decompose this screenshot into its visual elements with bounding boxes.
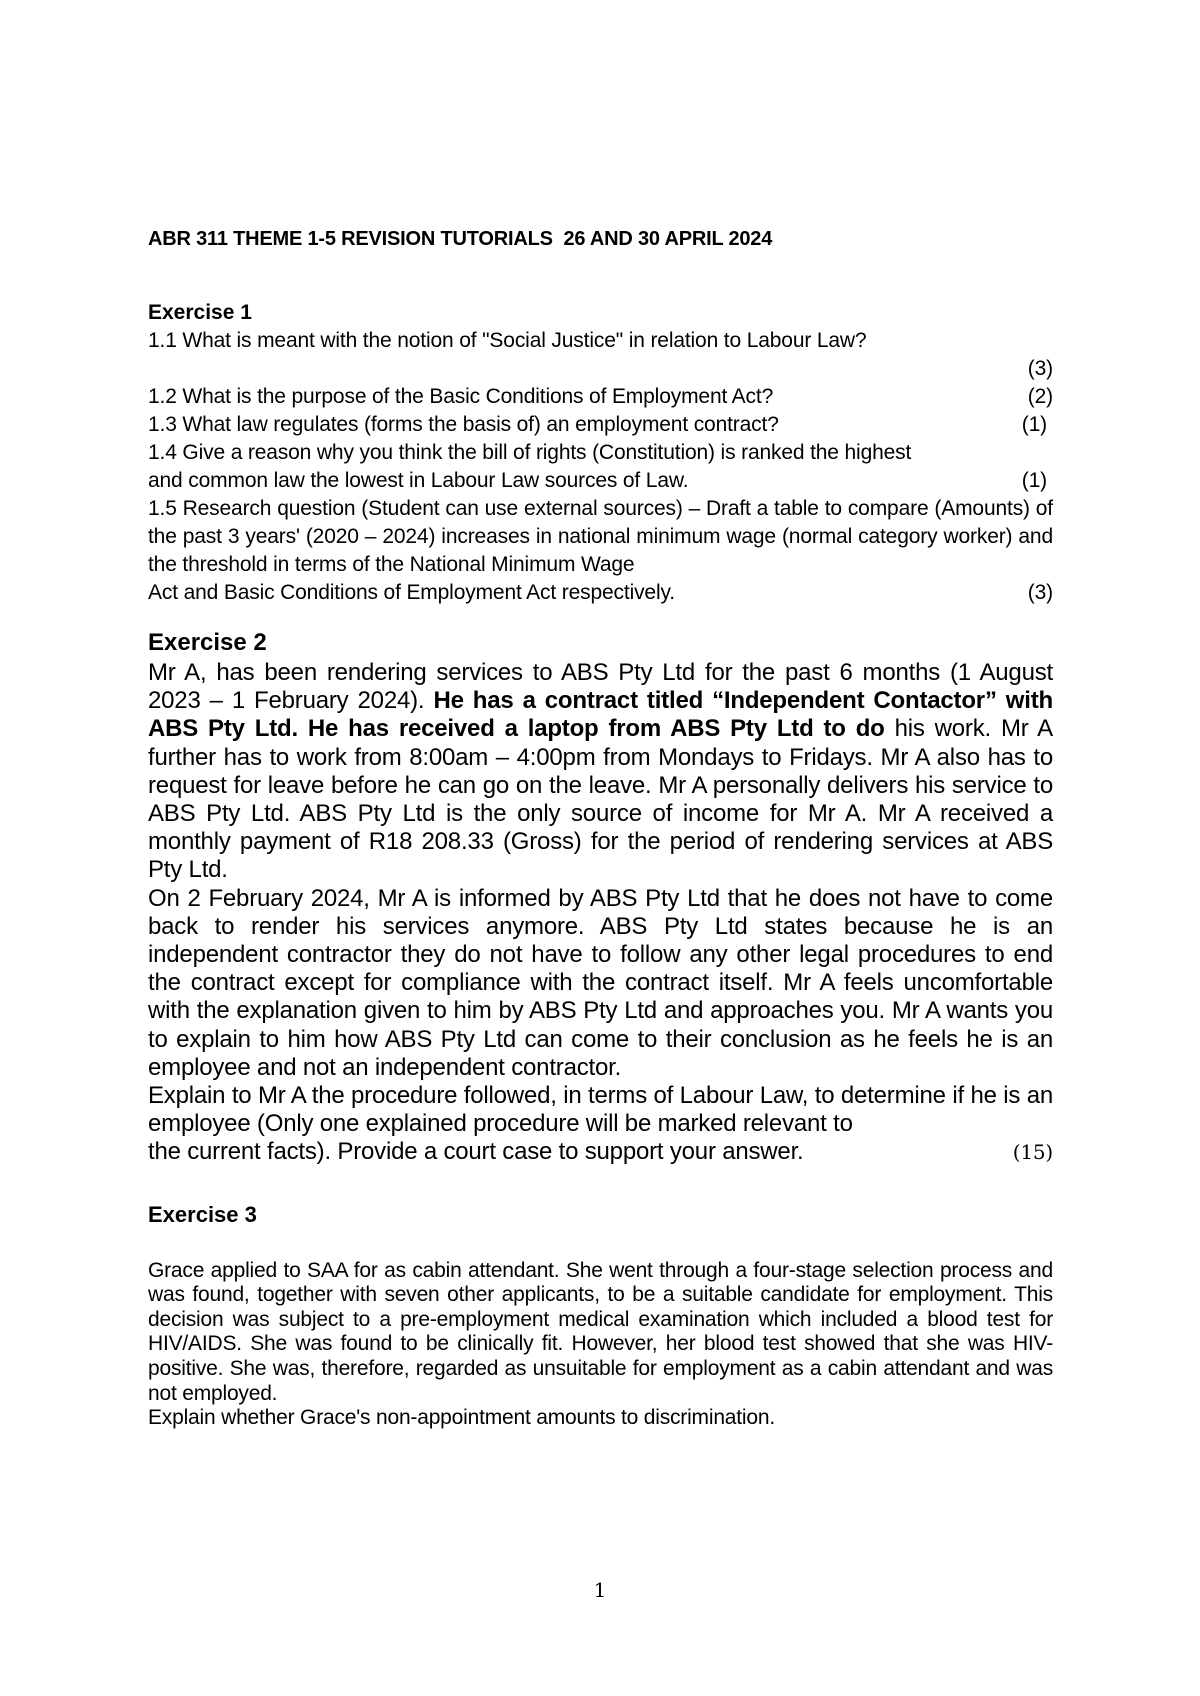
exercise-2-marks: (15) — [1012, 1140, 1053, 1165]
exercise-2-p1-start: Mr A, has been rendering services to ABS Pty Ltd for the past 6 months (1 August 2023 – 1 February 2024). — [148, 659, 1053, 715]
exercise-2-p1-end: his work. Mr A further has to work from 8:00am – 4:00pm from Mondays to Fridays. Mr A also has to request for leave before he can go on the leave. Mr A personally delivers his service to ABS Pty Ltd. ABS Pty Ltd is the only source of income for Mr A. Mr A received a monthly payment of R18 208.33 (Gross) for the period of rendering services at ABS Pty Ltd. — [148, 715, 1053, 884]
exercise-2-p3-last: the current facts). Provide a court case to support your answer. — [148, 1138, 804, 1166]
question-1-3-text: 1.3 What law regulates (forms the basis of) an employment contract? — [148, 413, 779, 436]
exercise-2-paragraph-3-last-line — [148, 1138, 1053, 1166]
exercise-1-heading: Exercise 1 — [148, 301, 252, 324]
exercise-3-section — [148, 1201, 1053, 1431]
question-1-4-text: and common law the lowest in Labour Law sources of Law. — [148, 469, 689, 492]
question-1-5-body: 1.5 Research question (Student can use external sources) – Draft a table to compare (Amounts) of the past 3 years' (2020 – 2024) increases in national minimum wage (normal category worker) and the threshold in terms of the National Minimum Wage — [148, 497, 1053, 576]
question-1-5-text: Act and Basic Conditions of Employment Act respectively. — [148, 581, 675, 604]
page-number: 1 — [593, 1578, 607, 1602]
exercise-2-section — [148, 627, 1053, 1167]
exercise-2-p1-bold: He has a contract titled “Independent Contactor” with ABS Pty Ltd. He has received a laptop from ABS Pty Ltd to do — [148, 687, 1053, 743]
spacer — [148, 1229, 1053, 1259]
spacer — [148, 1167, 1053, 1201]
question-1-2-marks: (2) — [1027, 385, 1053, 408]
question-1-3-marks: (1) — [1021, 413, 1047, 436]
exercise-2-heading: Exercise 2 — [148, 629, 267, 656]
exercise-3-paragraph-2: Explain whether Grace's non-appointment amounts to discrimination. — [148, 1406, 775, 1430]
question-1-5-marks: (3) — [1027, 581, 1053, 604]
question-1-3 — [148, 411, 1053, 439]
question-1-1: 1.1 What is meant with the notion of "Social Justice" in relation to Labour Law? — [148, 329, 867, 352]
exercise-3-paragraph-1: Grace applied to SAA for as cabin attendant. She went through a four-stage selection process and was found, together with seven other applicants, to be a suitable candidate for employment. This decision was subject to a pre-employment medical examination which included a blood test for HIV/AIDS. She was found to be clinically fit. However, her blood test showed that she was HIV-positive. She was, therefore, regarded as unsuitable for employment as a cabin attendant and was not employed. — [148, 1258, 1053, 1405]
spacer — [148, 607, 1053, 627]
exercise-2-paragraph-3: Explain to Mr A the procedure followed, in terms of Labour Law, to determine if he is an employee (Only one explained procedure will be marked relevant to — [148, 1082, 1053, 1138]
document-title: ABR 311 THEME 1-5 REVISION TUTORIALS 26 AND 30 APRIL 2024 — [148, 228, 773, 250]
question-1-1-marks: (3) — [1027, 357, 1053, 380]
document-content — [148, 228, 1053, 1431]
exercise-1-section — [148, 299, 1053, 607]
question-1-4-line-2 — [148, 467, 1053, 495]
question-1-5-last-line — [148, 579, 1053, 607]
question-1-4-line-1: 1.4 Give a reason why you think the bill of rights (Constitution) is ranked the highest — [148, 441, 912, 464]
question-1-4-marks: (1) — [1021, 469, 1047, 492]
exercise-2-paragraph-2: On 2 February 2024, Mr A is informed by ABS Pty Ltd that he does not have to come back to render his services anymore. ABS Pty Ltd states because he is an independent contractor they do not have to follow any other legal procedures to end the contract except for compliance with the contract itself. Mr A feels uncomfortable with the explanation given to him by ABS Pty Ltd and approaches you. Mr A wants you to explain to him how ABS Pty Ltd can come to their conclusion as he feels he is an employee and not an independent contractor. — [148, 884, 1053, 1081]
question-1-2-text: 1.2 What is the purpose of the Basic Conditions of Employment Act? — [148, 385, 774, 408]
exercise-2-paragraph-1 — [148, 659, 1053, 885]
exercise-3-heading: Exercise 3 — [148, 1201, 257, 1227]
question-1-2 — [148, 383, 1053, 411]
